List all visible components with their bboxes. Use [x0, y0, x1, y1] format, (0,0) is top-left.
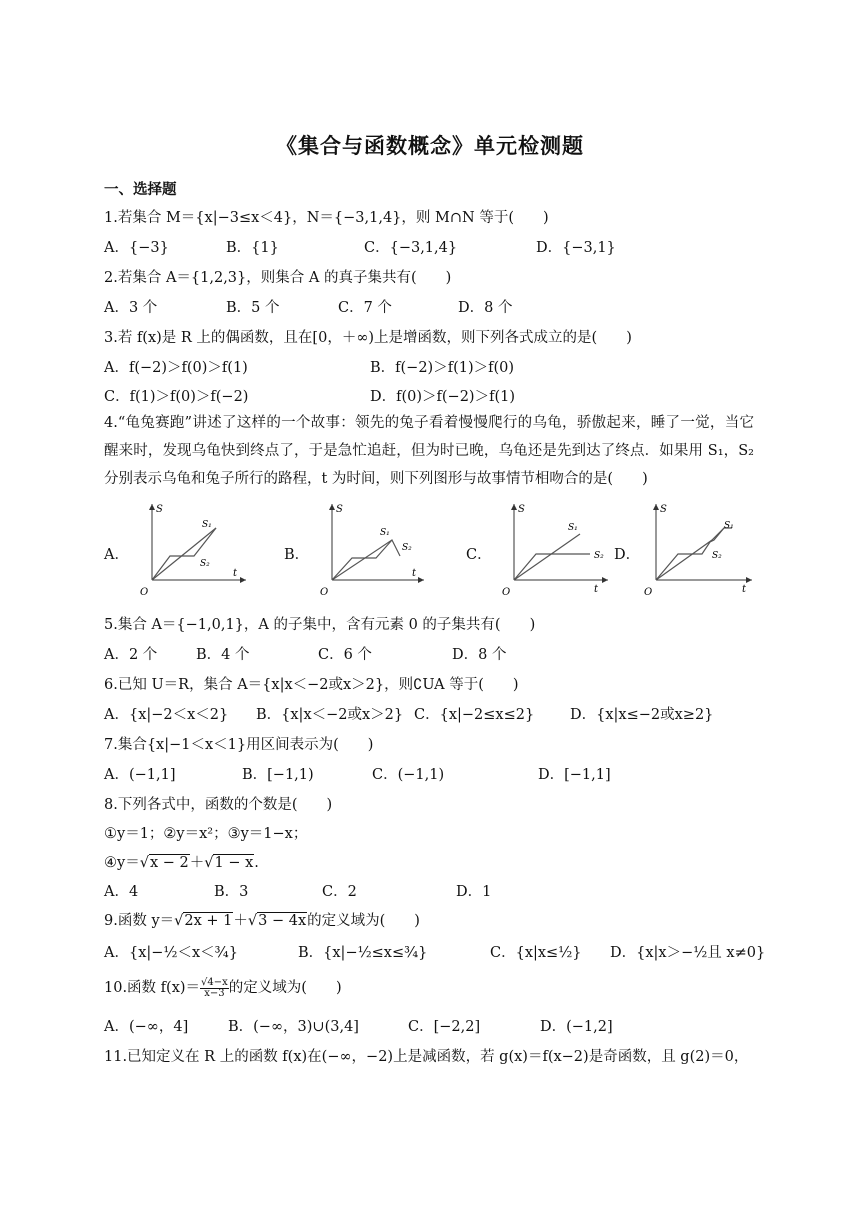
- graph-c-s1: S₁: [568, 523, 578, 533]
- question-1-stem: 1.若集合 M＝{x|−3≤x＜4}，N＝{−3,1,4}，则 M∩N 等于( ): [104, 210, 549, 226]
- q6-option-a: A．{x|−2＜x＜2}: [104, 707, 229, 723]
- graph-b: [308, 500, 428, 600]
- graph-b-axis-t: t: [412, 568, 417, 579]
- q10-option-a: A．(−∞，4]: [104, 1019, 189, 1035]
- q10-fraction: [200, 978, 229, 999]
- graph-c-axis-s: S: [518, 504, 525, 515]
- q8-option-c: C．2: [322, 884, 357, 900]
- sqrt-sign: √: [247, 913, 258, 929]
- q3-option-d: D．f(0)＞f(−2)＞f(1): [370, 389, 515, 405]
- question-2-stem: 2.若集合 A＝{1,2,3}，则集合 A 的真子集共有( ): [104, 270, 452, 286]
- q8-radicand-2: 1 − x: [214, 855, 254, 871]
- question-3-stem: 3.若 f(x)是 R 上的偶函数，且在[0，＋∞)上是增函数，则下列各式成立的是( ): [104, 330, 632, 346]
- graph-d-axis-s: S: [660, 504, 667, 515]
- question-10-stem: [104, 976, 342, 999]
- q8-option-d: D．1: [456, 884, 492, 900]
- q3-option-b: B．f(−2)＞f(1)＞f(0): [370, 360, 515, 376]
- q9-radicand-1: 2x + 1: [184, 913, 233, 929]
- q1-option-a: A．{−3}: [104, 240, 169, 256]
- q5-option-d: D．8 个: [452, 647, 507, 663]
- q1-option-c: C．{−3,1,4}: [364, 240, 458, 256]
- q7-option-d: D．[−1,1]: [538, 767, 611, 783]
- q3-option-a: A．f(−2)＞f(0)＞f(1): [104, 360, 248, 376]
- q9-option-b: B．{x|−½≤x≤¾}: [298, 945, 428, 961]
- graph-d-origin: O: [644, 587, 653, 598]
- q8-radicand-1: x − 2: [149, 855, 189, 871]
- q9-suffix: 的定义域为( ): [307, 913, 420, 929]
- graph-a-origin: O: [140, 587, 149, 598]
- q6-option-c: C．{x|−2≤x≤2}: [414, 707, 535, 723]
- q9-option-c: C．{x|x≤½}: [490, 945, 582, 961]
- q10-option-d: D．(−1,2]: [540, 1019, 613, 1035]
- question-7-stem: 7.集合{x|−1＜x＜1}用区间表示为( ): [104, 737, 374, 753]
- q1-option-b: B．{1}: [226, 240, 279, 256]
- q9-plus: ＋: [233, 913, 248, 929]
- q6-option-d: D．{x|x≤−2或x≥2}: [570, 707, 714, 723]
- q4-option-a: A．: [104, 547, 129, 563]
- q9-option-d: D．{x|x＞−½且 x≠0}: [610, 945, 766, 961]
- q8-period: .: [254, 855, 259, 871]
- question-9-stem: [104, 909, 420, 930]
- q10-denominator: x−3: [204, 987, 225, 999]
- q3-option-c: C．f(1)＞f(0)＞f(−2): [104, 389, 249, 405]
- graph-d-s1: S₁: [724, 521, 734, 531]
- q6-option-b: B．{x|x＜−2或x＞2}: [256, 707, 404, 723]
- graph-b-origin: O: [320, 587, 329, 598]
- q8-option-a: A．4: [104, 884, 139, 900]
- q2-option-d: D．8 个: [458, 300, 513, 316]
- q4-option-d: D．: [614, 547, 641, 563]
- q2-option-c: C．7 个: [338, 300, 392, 316]
- graph-c-axis-t: t: [594, 584, 599, 595]
- graph-a-axis-t: t: [233, 568, 238, 579]
- graph-a-s2: S₂: [200, 559, 210, 569]
- q1-option-d: D．{−3,1}: [536, 240, 616, 256]
- q8-plus: ＋: [189, 855, 205, 871]
- q8-item4-prefix: ④y＝: [104, 855, 140, 871]
- question-6-stem: 6.已知 U＝R，集合 A＝{x|x＜−2或x＞2}，则∁UA 等于( ): [104, 677, 519, 693]
- graph-c-origin: O: [502, 587, 511, 598]
- sqrt-sign: √: [139, 855, 149, 871]
- q9-radicand-2: 3 − 4x: [258, 913, 307, 929]
- graph-c-s2: S₂: [594, 551, 604, 561]
- q8-items-line1: ①y＝1；②y＝x²；③y＝1−x；: [104, 826, 308, 842]
- sqrt-sign: √: [174, 913, 184, 929]
- q2-option-a: A．3 个: [104, 300, 158, 316]
- q7-option-b: B．[−1,1): [242, 767, 314, 783]
- q9-prefix: 9.函数 y＝: [104, 913, 175, 929]
- graph-d: [632, 500, 756, 600]
- q10-option-c: C．[−2,2]: [408, 1019, 481, 1035]
- graph-a-s1: S₁: [202, 520, 212, 530]
- q5-option-a: A．2 个: [104, 647, 158, 663]
- q10-suffix: 的定义域为( ): [228, 980, 342, 996]
- graph-b-axis-s: S: [336, 504, 343, 515]
- q5-option-b: B．4 个: [196, 647, 250, 663]
- q8-items-line2: [104, 851, 259, 872]
- graph-d-s2: S₂: [712, 551, 722, 561]
- q10-prefix: 10.函数 f(x)＝: [104, 980, 201, 996]
- q8-option-b: B．3: [214, 884, 249, 900]
- graph-b-s1: S₁: [380, 528, 390, 538]
- sqrt-sign: √: [204, 855, 214, 871]
- q10-numerator: √4−x: [201, 976, 228, 988]
- q2-option-b: B．5 个: [226, 300, 280, 316]
- question-5-stem: 5.集合 A＝{−1,0,1}，A 的子集中，含有元素 0 的子集共有( ): [104, 617, 536, 633]
- graph-c: [490, 500, 612, 600]
- question-4-stem: 4.“龟兔赛跑”讲述了这样的一个故事：领先的兔子看着慢慢爬行的乌龟，骄傲起来，睡了一觉，当它醒来时，发现乌龟快到终点了，于是急忙追赶，但为时已晚，乌龟还是先到达了终点．如果用 S₁，S₂ 分别表示乌龟和兔子所行的路程，t 为时间，则下列图形与故事情节相吻合的是( ): [104, 415, 754, 487]
- q9-option-a: A．{x|−½＜x＜¾}: [104, 945, 238, 961]
- graph-a-axis-s: S: [156, 504, 163, 515]
- q4-option-c: C．: [466, 547, 492, 563]
- graph-d-axis-t: t: [742, 584, 747, 595]
- q7-option-c: C．(−1,1): [372, 767, 445, 783]
- q10-option-b: B．(−∞，3)∪(3,4]: [228, 1019, 359, 1035]
- page-title: 《集合与函数概念》单元检测题: [276, 133, 584, 158]
- q7-option-a: A．(−1,1]: [104, 767, 176, 783]
- graph-b-s2: S₂: [402, 543, 412, 553]
- question-8-stem: 8.下列各式中，函数的个数是( ): [104, 797, 333, 813]
- question-11-stem: 11.已知定义在 R 上的函数 f(x)在(−∞，−2)上是减函数，若 g(x)＝f(x−2)是奇函数，且 g(2)＝0，: [104, 1049, 749, 1065]
- q5-option-c: C．6 个: [318, 647, 372, 663]
- section-heading: 一、选择题: [104, 181, 177, 198]
- graph-a: [128, 500, 250, 600]
- q4-option-b: B．: [284, 547, 310, 563]
